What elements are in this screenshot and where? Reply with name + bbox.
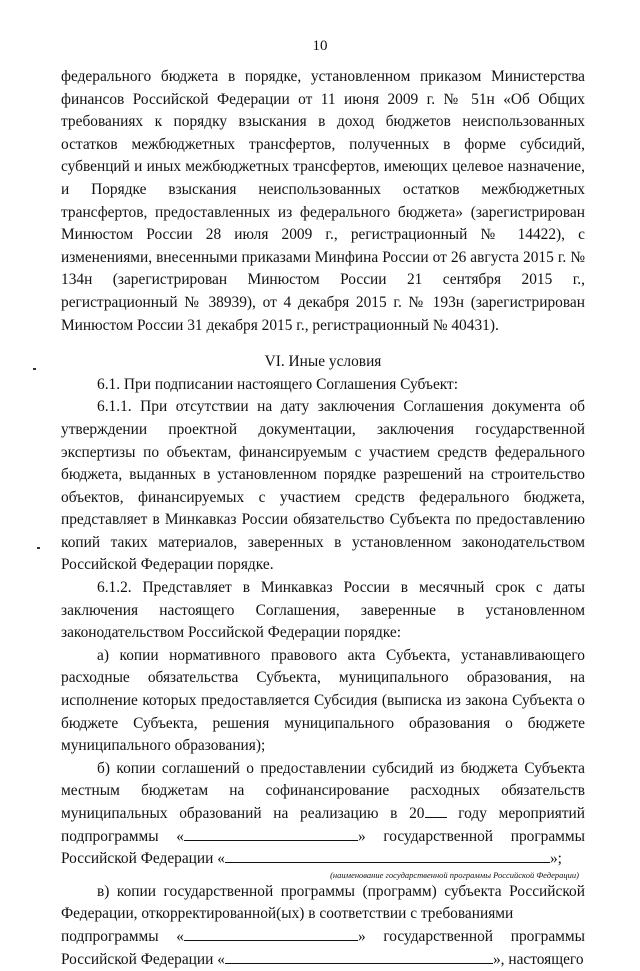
quote-close: »	[357, 927, 366, 945]
line-end: », настоящего	[492, 950, 584, 968]
year-blank	[425, 803, 447, 818]
subprogram-label: подпрограммы	[61, 827, 159, 845]
paragraph-b-subprogram	[61, 826, 585, 849]
paragraph-b-text-2: году мероприятий	[458, 805, 585, 822]
gov-program-label: государственной программы	[383, 827, 585, 845]
gov-program-blank	[225, 949, 493, 964]
rf-label: Российской Федерации «	[61, 850, 225, 868]
line-end: »;	[549, 850, 562, 868]
subprogram-blank	[184, 926, 358, 941]
gov-program-caption: (наименование государственной программы Российской Федерации)	[330, 869, 579, 880]
paragraph-6-1-2: 6.1.2. Представляет в Минкавказ России в месячный срок с даты заключения настоящего Соглашения, заверенные в установленном законодательством Российской Федерации порядке:	[61, 579, 585, 642]
paragraph-6-1: 6.1. При подписании настоящего Соглашения Субъект:	[97, 375, 459, 393]
subprogram-label: подпрограммы	[61, 927, 159, 945]
quote-open: «	[176, 827, 184, 845]
gov-program-blank	[225, 848, 550, 863]
paragraph-v: в) копии государственной программы (программ) субъекта Российской Федерации, откорректированной(ых) в соответствии с требованиями	[61, 882, 585, 923]
document-body	[61, 66, 585, 971]
margin-mark	[37, 547, 40, 549]
paragraph-6-1-1: 6.1.1. При отсутствии на дату заключения Соглашения документа об утверждении проектной документации, заключения государственной экспертизы по объектам, финансируемым с участием средств федерального бюджета, выданных в установленном порядке разрешений на строительство объектов, финансируемых с участием средств федерального бюджета, представляет в Минкавказ России обязательство Субъекта по предоставлению копий таких материалов, заверенных в установленном законодательством Российской Федерации порядке.	[61, 398, 585, 574]
subprogram-blank	[184, 826, 358, 841]
paragraph-b-text: б) копии соглашений о предоставлении субсидий из бюджета Субъекта местным бюджетам на софинансирование расходных обязательств муниципальных образований на реализацию в 20	[61, 759, 585, 822]
margin-mark	[33, 368, 36, 370]
paragraph-a: а) копии нормативного правового акта Субъекта, устанавливающего расходные обязательства Субъекта, муниципального образования, на исполнение которых предоставляется Субсидия (выписка из закона Субъекта о бюджете Субъекта, решения муниципального образования о бюджете муниципального образования);	[61, 646, 585, 755]
page-number: 10	[312, 38, 328, 54]
rf-label: Российской Федерации «	[61, 950, 225, 968]
quote-open: «	[176, 927, 184, 945]
paragraph-b-rf	[61, 848, 585, 871]
paragraph-b	[61, 758, 585, 826]
gov-program-label: государственной программы	[383, 927, 585, 945]
paragraph-v-rf	[61, 949, 585, 971]
quote-close: »	[357, 827, 366, 845]
paragraph-intro: федерального бюджета в порядке, установленном приказом Министерства финансов Российской Федерации от 11 июня 2009 г. № 51н «Об Общих требованиях к порядку взыскания в доход бюджетов неиспользованных остатков межбюджетных трансфертов, полученных в форме субсидий, субвенций и иных межбюджетных трансфертов, имеющих целевое назначение, и Порядке взыскания неиспользованных остатков межбюджетных трансфертов, предоставленных из федерального бюджета» (зарегистрирован Минюстом России 28 июля 2009 г., регистрационный № 14422), с изменениями, внесенными приказами Минфина России от 26 августа 2015 г. № 134н (зарегистрирован Минюстом России 21 сентября 2015 г., регистрационный № 38939), от 4 декабря 2015 г. № 193н (зарегистрирован Минюстом России 31 декабря 2015 г., регистрационный № 40431).	[61, 68, 585, 334]
section-title: VI. Иные условия	[264, 353, 382, 371]
paragraph-v-subprogram	[61, 926, 585, 949]
